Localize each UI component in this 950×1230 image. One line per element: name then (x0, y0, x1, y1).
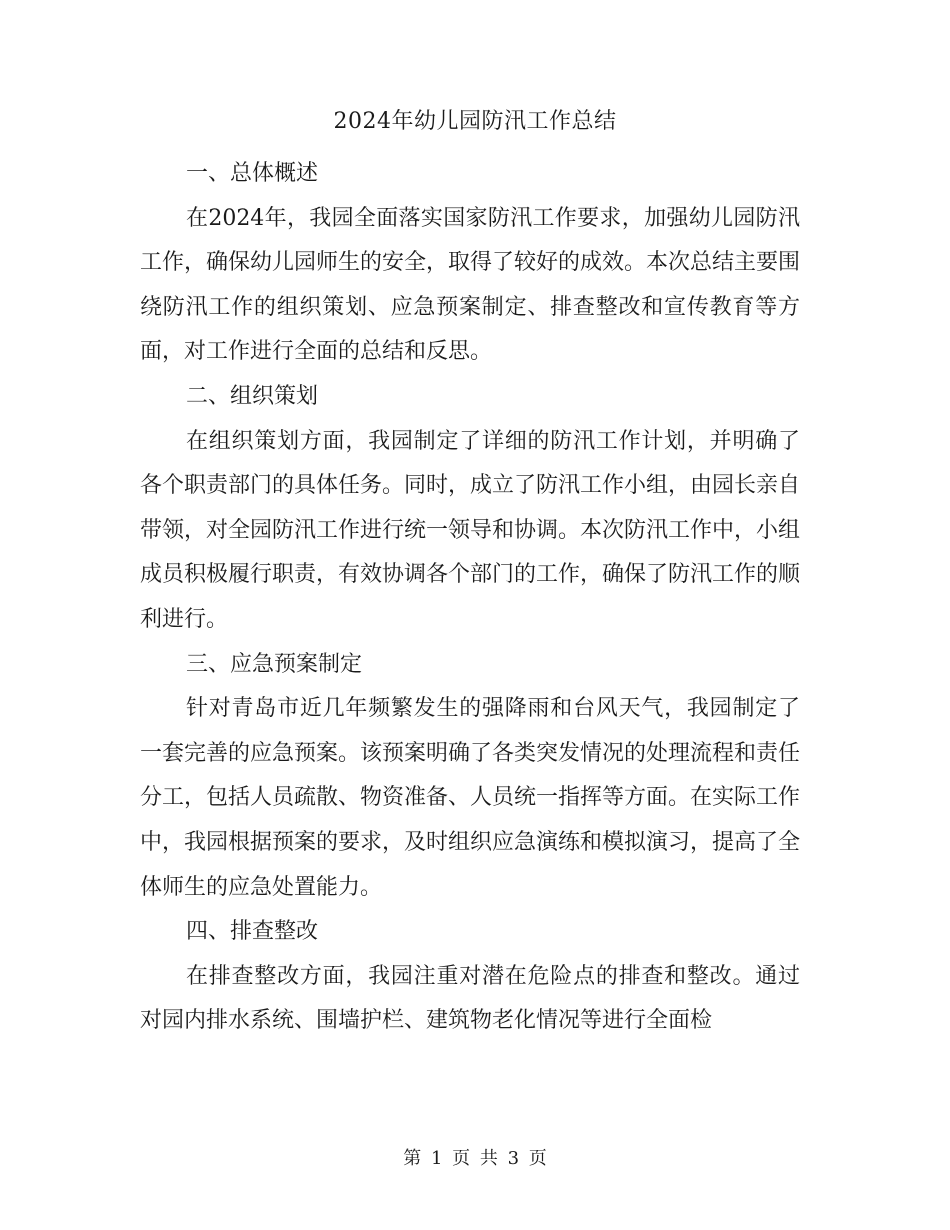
section-paragraph-inspection: 在排查整改方面，我园注重对潜在危险点的排查和整改。通过对园内排水系统、围墙护栏、建筑物老化情况等进行全面检 (140, 963, 800, 1034)
document-title: 2024年幼儿园防汛工作总结 (333, 109, 617, 134)
section-paragraph-emergency-plan: 针对青岛市近几年频繁发生的强降雨和台风天气，我园制定了一套完善的应急预案。该预案明确了各类突发情况的处理流程和责任分工，包括人员疏散、物资准备、人员统一指挥等方面。在实际工作中，我园根据预案的要求，及时组织应急演练和模拟演习，提高了全体师生的应急处置能力。 (140, 696, 801, 900)
page-number-footer: 第 1 页 共 3 页 (403, 1148, 547, 1169)
section-heading-inspection: 四、排查整改 (186, 919, 319, 945)
section-paragraph-organization: 在组织策划方面，我园制定了详细的防汛工作计划，并明确了各个职责部门的具体任务。同时，成立了防汛工作小组，由园长亲自带领，对全园防汛工作进行统一领导和协调。本次防汛工作中，小组成员积极履行职责，有效协调各个部门的工作，确保了防汛工作的顺利进行。 (140, 428, 801, 632)
section-heading-overview: 一、总体概述 (186, 161, 319, 186)
section-heading-emergency-plan: 三、应急预案制定 (186, 651, 363, 677)
document-body (140, 152, 800, 1044)
section-heading-organization: 二、组织策划 (186, 383, 319, 409)
section-paragraph-overview: 在2024年，我园全面落实国家防汛工作要求，加强幼儿园防汛工作，确保幼儿园师生的安全，取得了较好的成效。本次总结主要围绕防汛工作的组织策划、应急预案制定、排查整改和宣传教育等方面，对工作进行全面的总结和反思。 (140, 205, 801, 365)
